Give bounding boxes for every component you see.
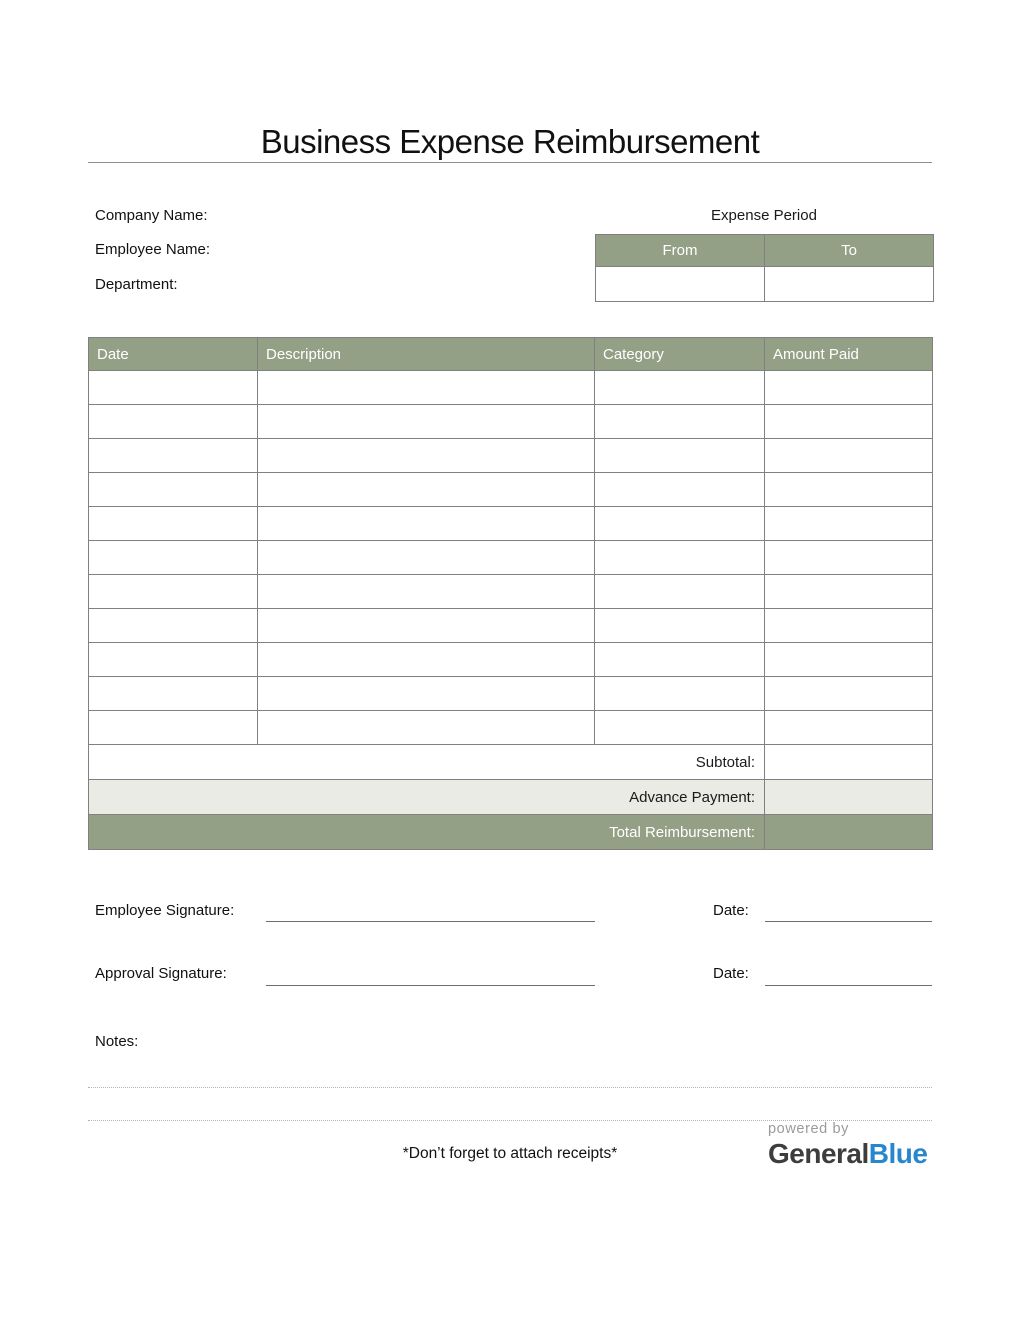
expense-cell-category[interactable] — [595, 575, 765, 609]
employee-date-label: Date: — [713, 902, 749, 919]
subtotal-value-field[interactable] — [765, 745, 933, 780]
expense-cell-amount[interactable] — [765, 711, 933, 745]
expense-cell-date[interactable] — [89, 575, 258, 609]
expense-period-table — [595, 234, 934, 302]
expense-cell-description[interactable] — [258, 677, 595, 711]
expense-row — [89, 439, 933, 473]
expense-cell-amount[interactable] — [765, 473, 933, 507]
expense-cell-amount[interactable] — [765, 609, 933, 643]
title-divider — [88, 162, 932, 163]
expense-row — [89, 643, 933, 677]
expense-cell-date[interactable] — [89, 711, 258, 745]
expense-cell-category[interactable] — [595, 711, 765, 745]
expense-period-to-header: To — [765, 235, 934, 267]
expense-row — [89, 507, 933, 541]
expense-cell-date[interactable] — [89, 439, 258, 473]
expense-cell-amount[interactable] — [765, 371, 933, 405]
expense-table — [88, 337, 933, 850]
expense-cell-date[interactable] — [89, 541, 258, 575]
expense-table-header-row — [89, 338, 933, 371]
brand-general-text: General — [768, 1138, 869, 1169]
employee-signature-line[interactable] — [266, 921, 595, 922]
expense-cell-amount[interactable] — [765, 643, 933, 677]
approval-date-line[interactable] — [765, 985, 932, 986]
expense-cell-date[interactable] — [89, 677, 258, 711]
expense-cell-date[interactable] — [89, 643, 258, 677]
column-header-description: Description — [258, 338, 595, 371]
column-header-date: Date — [89, 338, 258, 371]
expense-cell-description[interactable] — [258, 371, 595, 405]
expense-period-header-row — [596, 235, 934, 267]
expense-cell-description[interactable] — [258, 711, 595, 745]
expense-cell-description[interactable] — [258, 541, 595, 575]
advance-payment-value-field[interactable] — [765, 780, 933, 815]
subtotal-row — [89, 745, 933, 780]
expense-row — [89, 541, 933, 575]
employee-name-label: Employee Name: — [95, 241, 211, 258]
expense-period-title: Expense Period — [711, 207, 817, 224]
notes-dotted-line[interactable] — [88, 1087, 932, 1088]
expense-cell-date[interactable] — [89, 473, 258, 507]
general-blue-logo — [768, 1121, 927, 1170]
column-header-amount-paid: Amount Paid — [765, 338, 933, 371]
expense-row — [89, 575, 933, 609]
expense-row — [89, 609, 933, 643]
expense-cell-description[interactable] — [258, 507, 595, 541]
department-label: Department: — [95, 276, 178, 293]
approval-date-label: Date: — [713, 965, 749, 982]
expense-cell-date[interactable] — [89, 609, 258, 643]
expense-cell-amount[interactable] — [765, 677, 933, 711]
expense-cell-category[interactable] — [595, 507, 765, 541]
expense-cell-amount[interactable] — [765, 575, 933, 609]
expense-period-from-field[interactable] — [596, 267, 765, 302]
total-reimbursement-value-field[interactable] — [765, 815, 933, 850]
expense-row — [89, 677, 933, 711]
expense-cell-amount[interactable] — [765, 541, 933, 575]
expense-cell-description[interactable] — [258, 643, 595, 677]
expense-cell-amount[interactable] — [765, 507, 933, 541]
expense-period-from-header: From — [596, 235, 765, 267]
company-name-label: Company Name: — [95, 207, 208, 224]
employee-date-line[interactable] — [765, 921, 932, 922]
notes-label: Notes: — [95, 1033, 139, 1050]
expense-row — [89, 405, 933, 439]
advance-payment-row — [89, 780, 933, 815]
expense-row — [89, 371, 933, 405]
employee-signature-label: Employee Signature: — [95, 902, 235, 919]
expense-cell-category[interactable] — [595, 439, 765, 473]
expense-row — [89, 711, 933, 745]
powered-by-text: powered by — [768, 1121, 849, 1137]
expense-row — [89, 473, 933, 507]
expense-cell-amount[interactable] — [765, 439, 933, 473]
page-title: Business Expense Reimbursement — [260, 123, 760, 160]
expense-cell-date[interactable] — [89, 507, 258, 541]
expense-cell-date[interactable] — [89, 405, 258, 439]
approval-signature-line[interactable] — [266, 985, 595, 986]
subtotal-label: Subtotal: — [89, 745, 765, 780]
expense-period-value-row — [596, 267, 934, 302]
expense-cell-description[interactable] — [258, 405, 595, 439]
expense-cell-category[interactable] — [595, 405, 765, 439]
total-reimbursement-row — [89, 815, 933, 850]
expense-period-to-field[interactable] — [765, 267, 934, 302]
expense-cell-category[interactable] — [595, 473, 765, 507]
expense-cell-category[interactable] — [595, 677, 765, 711]
expense-cell-amount[interactable] — [765, 405, 933, 439]
expense-cell-category[interactable] — [595, 541, 765, 575]
attach-receipts-reminder: *Don’t forget to attach receipts* — [402, 1145, 618, 1162]
advance-payment-label: Advance Payment: — [89, 780, 765, 815]
expense-cell-description[interactable] — [258, 575, 595, 609]
approval-signature-label: Approval Signature: — [95, 965, 227, 982]
expense-cell-category[interactable] — [595, 371, 765, 405]
expense-cell-description[interactable] — [258, 439, 595, 473]
expense-cell-category[interactable] — [595, 643, 765, 677]
expense-cell-date[interactable] — [89, 371, 258, 405]
brand-blue-text: Blue — [868, 1138, 928, 1169]
brand-wordmark — [768, 1138, 927, 1170]
expense-cell-description[interactable] — [258, 609, 595, 643]
expense-cell-category[interactable] — [595, 609, 765, 643]
total-reimbursement-label: Total Reimbursement: — [89, 815, 765, 850]
expense-cell-description[interactable] — [258, 473, 595, 507]
column-header-category: Category — [595, 338, 765, 371]
